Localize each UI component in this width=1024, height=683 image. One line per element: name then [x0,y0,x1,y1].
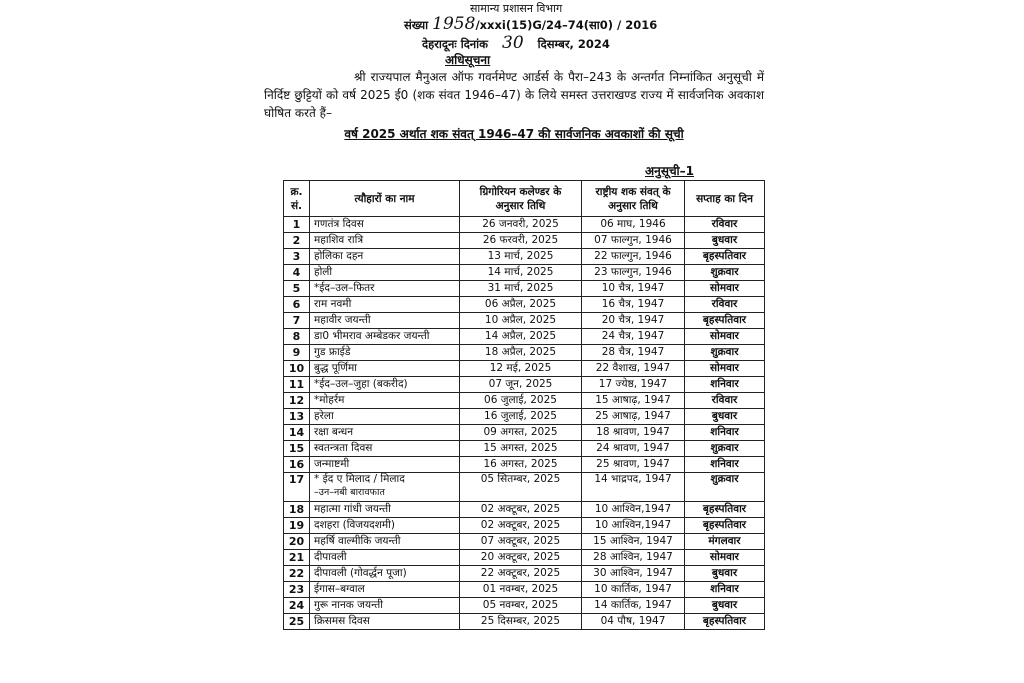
serial-cell: 14 [284,425,310,441]
festival-name: बुद्ध पूर्णिमा [314,362,357,374]
serial-cell: 17 [284,473,310,502]
festival-cell [310,217,460,233]
festival-name: दीपावली [314,551,347,563]
weekday-cell: शनिवार [685,457,765,473]
serial-cell: 18 [284,502,310,518]
gregorian-date-cell: 16 अगस्त, 2025 [460,457,582,473]
festival-cell [310,329,460,345]
weekday-cell: बृहस्पतिवार [685,313,765,329]
list-title: वर्ष 2025 अर्थात शक संवत् 1946–47 की सार्वजनिक अवकाशों की सूची [344,127,684,141]
table-row [284,409,765,425]
festival-cell [310,518,460,534]
weekday-cell: बुधवार [685,409,765,425]
saka-date-cell: 06 माघ, 1946 [582,217,685,233]
header-serial: क्र. सं. [284,181,310,217]
serial-cell: 20 [284,534,310,550]
order-number [404,14,657,34]
weekday-cell: बुधवार [685,566,765,582]
serial-cell: 4 [284,265,310,281]
gregorian-date-cell: 13 मार्च, 2025 [460,249,582,265]
serial-cell: 22 [284,566,310,582]
serial-cell: 19 [284,518,310,534]
table-row [284,313,765,329]
table-row [284,265,765,281]
table-row [284,297,765,313]
notification-heading: अधिसूचना [445,53,491,67]
weekday-cell: बृहस्पतिवार [685,502,765,518]
festival-cell [310,313,460,329]
table-row [284,329,765,345]
serial-cell: 25 [284,614,310,630]
weekday-cell: रविवार [685,393,765,409]
weekday-cell: शुक्रवार [685,345,765,361]
gregorian-date-cell: 06 जुलाई, 2025 [460,393,582,409]
saka-date-cell: 30 आश्विन, 1947 [582,566,685,582]
saka-date-cell: 10 कार्तिक, 1947 [582,582,685,598]
festival-cell [310,441,460,457]
serial-cell: 23 [284,582,310,598]
gregorian-date-cell: 15 अगस्त, 2025 [460,441,582,457]
festival-name: महाशिव रात्रि [314,234,364,246]
gregorian-date-cell: 07 जून, 2025 [460,377,582,393]
weekday-cell: बुधवार [685,598,765,614]
festival-cell [310,297,460,313]
saka-date-cell: 22 फाल्गुन, 1946 [582,249,685,265]
gregorian-date-cell: 16 जुलाई, 2025 [460,409,582,425]
weekday-cell: बृहस्पतिवार [685,518,765,534]
festival-name: स्वतन्त्रता दिवस [314,442,373,454]
table-row [284,249,765,265]
festival-cell [310,377,460,393]
saka-date-cell: 04 पौष, 1947 [582,614,685,630]
festival-name: होलिका दहन [314,250,364,262]
festival-cell [310,265,460,281]
saka-date-cell: 22 वैशाख, 1947 [582,361,685,377]
festival-cell [310,425,460,441]
handwritten-number: 1958 [432,14,476,34]
serial-cell: 12 [284,393,310,409]
date-rest: दिसम्बर, 2024 [537,37,610,51]
gregorian-date-cell: 01 नवम्बर, 2025 [460,582,582,598]
saka-date-cell: 14 कार्तिक, 1947 [582,598,685,614]
weekday-cell: शुक्रवार [685,441,765,457]
saka-date-cell: 24 श्रावण, 1947 [582,441,685,457]
table-header-row [284,181,765,217]
festival-name: *ईद–उल–जुहा (बकरीद) [314,378,408,390]
weekday-cell: बृहस्पतिवार [685,249,765,265]
serial-cell: 8 [284,329,310,345]
saka-date-cell: 25 श्रावण, 1947 [582,457,685,473]
festival-name: दशहरा (विजयदशमी) [314,519,395,531]
serial-cell: 9 [284,345,310,361]
saka-date-cell: 17 ज्येष्ठ, 1947 [582,377,685,393]
festival-name: दीपावली (गोवर्द्धन पूजा) [314,567,407,579]
gregorian-date-cell: 05 नवम्बर, 2025 [460,598,582,614]
weekday-cell: बुधवार [685,233,765,249]
saka-date-cell: 15 आषाढ़, 1947 [582,393,685,409]
weekday-cell: शुक्रवार [685,265,765,281]
festival-cell [310,393,460,409]
table-row [284,425,765,441]
table-row [284,582,765,598]
gregorian-date-cell: 02 अक्टूबर, 2025 [460,518,582,534]
weekday-cell: शनिवार [685,425,765,441]
festival-name: * ईद ए मिलाद / मिलाद [314,473,405,485]
header-saka: राष्ट्रीय शक संवत् के अनुसार तिथि [582,181,685,217]
festival-name: गणतंत्र दिवस [314,218,364,230]
festival-name: होली [314,266,333,278]
table-row [284,566,765,582]
table-body [284,217,765,630]
saka-date-cell: 15 आश्विन, 1947 [582,534,685,550]
festival-cell [310,473,460,502]
festival-cell [310,345,460,361]
saka-date-cell: 16 चैत्र, 1947 [582,297,685,313]
table-row [284,534,765,550]
serial-cell: 7 [284,313,310,329]
table-row [284,393,765,409]
festival-name: *मोहर्रम [314,394,345,406]
table-row [284,377,765,393]
header-festival: त्यौहारों का नाम [310,181,460,217]
serial-cell: 15 [284,441,310,457]
table-row [284,457,765,473]
gregorian-date-cell: 14 मार्च, 2025 [460,265,582,281]
weekday-cell: रविवार [685,297,765,313]
festival-name: *ईद–उल–फितर [314,282,375,294]
festival-cell [310,233,460,249]
gregorian-date-cell: 05 सितम्बर, 2025 [460,473,582,502]
festival-name: डा0 भीमराव अम्बेडकर जयन्ती [314,330,430,342]
table-row [284,598,765,614]
table-row [284,281,765,297]
festival-name: महावीर जयन्ती [314,314,371,326]
intro-paragraph: श्री राज्यपाल मैनुअल ऑफ गवर्नमेण्ट आर्डर्स के पैरा–243 के अन्तर्गत निम्नांकित अनुसूची में निर्दिष्ट छुट्टियों को वर्ष 2025 ई0 (शक संवत 1946–47) के लिये समस्त उत्तराखण्ड राज्य में सार्वजनिक अवकाश घोषित करते हैं– [264,70,764,120]
weekday-cell: सोमवार [685,550,765,566]
serial-cell: 1 [284,217,310,233]
table-row [284,361,765,377]
weekday-cell: रविवार [685,217,765,233]
festival-name: क्रिसमस दिवस [314,615,370,627]
saka-date-cell: 07 फाल्गुन, 1946 [582,233,685,249]
weekday-cell: शुक्रवार [685,473,765,502]
weekday-cell: शनिवार [685,582,765,598]
festival-name: हरेला [314,410,334,422]
gregorian-date-cell: 31 मार्च, 2025 [460,281,582,297]
festival-cell [310,249,460,265]
gregorian-date-cell: 20 अक्टूबर, 2025 [460,550,582,566]
festival-name: गुरू नानक जयन्ती [314,599,384,611]
festival-cell [310,409,460,425]
place-label: देहरादूनः दिनांक [422,37,488,51]
festival-name-continued: –उन–नबी बारावफात [314,487,385,498]
number-label: संख्या [404,18,429,32]
gregorian-date-cell: 22 अक्टूबर, 2025 [460,566,582,582]
weekday-cell: बृहस्पतिवार [685,614,765,630]
table-row [284,441,765,457]
table-row [284,614,765,630]
gregorian-date-cell: 02 अक्टूबर, 2025 [460,502,582,518]
serial-cell: 6 [284,297,310,313]
gregorian-date-cell: 12 मई, 2025 [460,361,582,377]
festival-cell [310,566,460,582]
saka-date-cell: 25 आषाढ़, 1947 [582,409,685,425]
holiday-table [283,180,765,630]
gregorian-date-cell: 09 अगस्त, 2025 [460,425,582,441]
gregorian-date-cell: 26 जनवरी, 2025 [460,217,582,233]
festival-cell [310,534,460,550]
saka-date-cell: 28 चैत्र, 1947 [582,345,685,361]
festival-cell [310,457,460,473]
serial-cell: 11 [284,377,310,393]
saka-date-cell: 14 भाद्रपद, 1947 [582,473,685,502]
saka-date-cell: 23 फाल्गुन, 1946 [582,265,685,281]
weekday-cell: सोमवार [685,281,765,297]
gregorian-date-cell: 25 दिसम्बर, 2025 [460,614,582,630]
serial-cell: 5 [284,281,310,297]
festival-name: जन्माष्टमी [314,458,350,470]
gregorian-date-cell: 18 अप्रैल, 2025 [460,345,582,361]
table-row [284,473,765,502]
number-reference: /xxxi(15)G/24–74(सा0) / 2016 [475,18,658,32]
gregorian-date-cell: 10 अप्रैल, 2025 [460,313,582,329]
saka-date-cell: 28 आश्विन, 1947 [582,550,685,566]
weekday-cell: सोमवार [685,361,765,377]
table-row [284,550,765,566]
serial-cell: 16 [284,457,310,473]
weekday-cell: मंगलवार [685,534,765,550]
festival-cell [310,614,460,630]
gregorian-date-cell: 14 अप्रैल, 2025 [460,329,582,345]
festival-cell [310,598,460,614]
saka-date-cell: 20 चैत्र, 1947 [582,313,685,329]
festival-name: राम नवमी [314,298,352,310]
festival-name: महात्मा गांधी जयन्ती [314,503,391,515]
festival-name: महर्षि वाल्मीकि जयन्ती [314,535,401,547]
header-weekday: सप्ताह का दिन [685,181,765,217]
festival-name: गुड फ्राईडे [314,346,351,358]
serial-cell: 2 [284,233,310,249]
saka-date-cell: 10 आश्विन,1947 [582,502,685,518]
weekday-cell: सोमवार [685,329,765,345]
gregorian-date-cell: 26 फरवरी, 2025 [460,233,582,249]
saka-date-cell: 10 चैत्र, 1947 [582,281,685,297]
serial-cell: 3 [284,249,310,265]
festival-cell [310,361,460,377]
gregorian-date-cell: 07 अक्टूबर, 2025 [460,534,582,550]
header-gregorian: ग्रिगोरियन कलेण्डर के अनुसार तिथि [460,181,582,217]
table-row [284,502,765,518]
festival-cell [310,582,460,598]
table-row [284,518,765,534]
saka-date-cell: 18 श्रावण, 1947 [582,425,685,441]
gregorian-date-cell: 06 अप्रैल, 2025 [460,297,582,313]
handwritten-date: 30 [502,33,524,53]
festival-name: रक्षा बन्धन [314,426,354,438]
saka-date-cell: 24 चैत्र, 1947 [582,329,685,345]
serial-cell: 13 [284,409,310,425]
serial-cell: 24 [284,598,310,614]
table-row [284,345,765,361]
table-row [284,217,765,233]
saka-date-cell: 10 आश्विन,1947 [582,518,685,534]
festival-cell [310,281,460,297]
table-row [284,233,765,249]
department-name: सामान्य प्रशासन विभाग [470,2,563,15]
festival-name: ईगास–बग्वाल [314,583,365,595]
order-date [422,33,610,53]
festival-cell [310,502,460,518]
weekday-cell: शनिवार [685,377,765,393]
serial-cell: 10 [284,361,310,377]
festival-cell [310,550,460,566]
serial-cell: 21 [284,550,310,566]
schedule-label: अनुसूची–1 [645,164,695,178]
